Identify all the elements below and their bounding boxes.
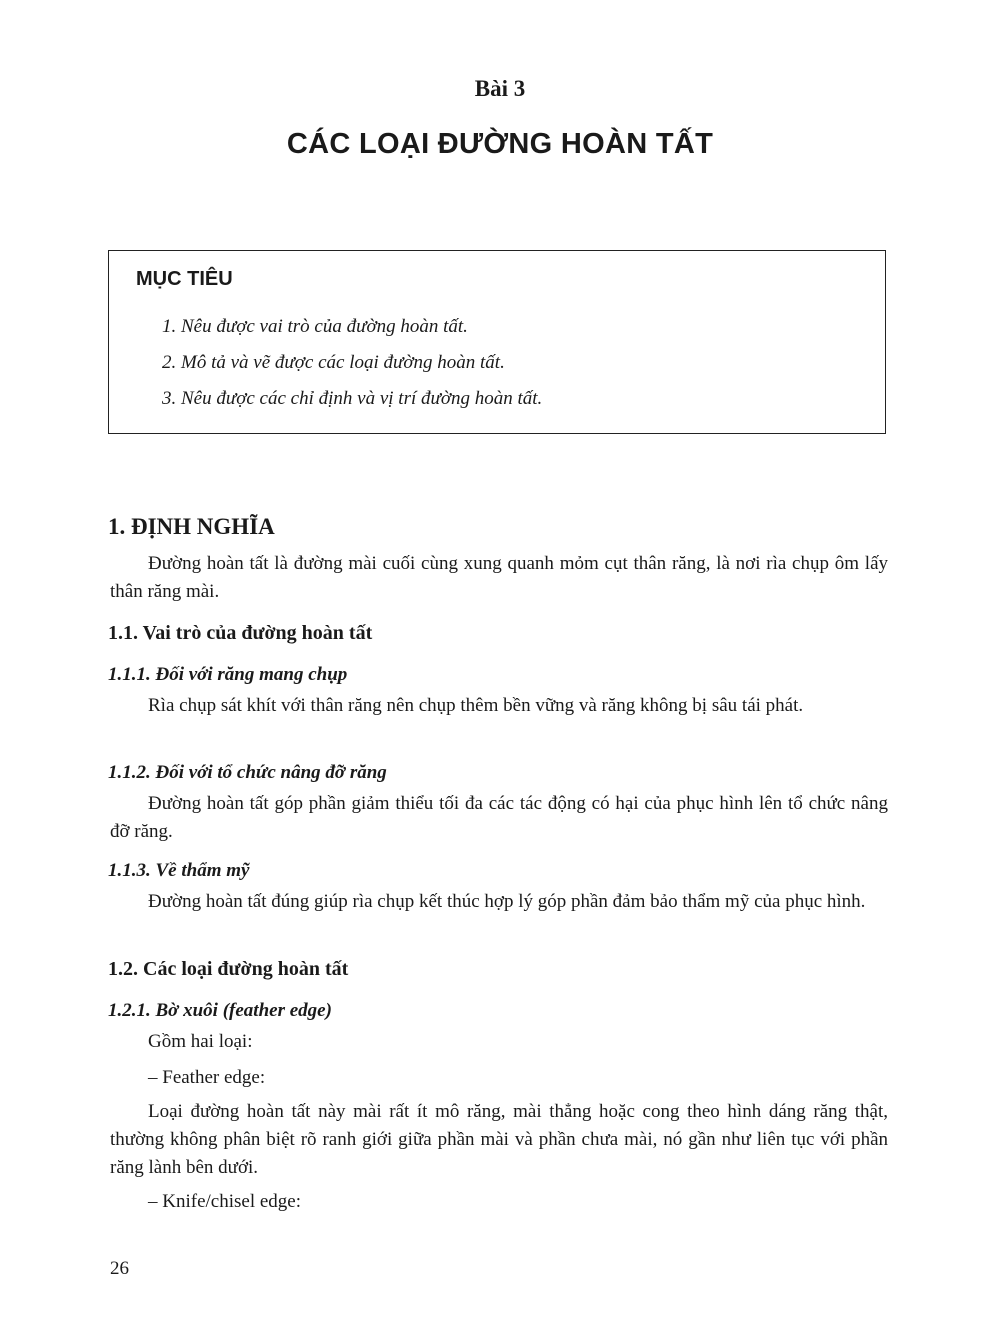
- section-heading-types: 1.2. Các loại đường hoàn tất: [108, 958, 349, 980]
- list-item-feather: – Feather edge:: [148, 1067, 266, 1088]
- chapter-title: CÁC LOẠI ĐƯỜNG HOÀN TẤT: [286, 128, 714, 160]
- page-number: 26: [110, 1258, 129, 1279]
- objectives-heading: MỤC TIÊU: [136, 268, 233, 290]
- paragraph-aesthetics: Đường hoàn tất đúng giúp rìa chụp kết thúc hợp lý góp phần đảm bảo thẩm mỹ của phục hình.: [148, 891, 866, 912]
- subsection-heading-feather: 1.2.1. Bờ xuôi (feather edge): [108, 1000, 332, 1021]
- subsection-heading-support: 1.1.2. Đối với tổ chức nâng đỡ răng: [108, 762, 387, 783]
- subsection-heading-aesthetics: 1.1.3. Về thẩm mỹ: [108, 860, 250, 881]
- types-intro: Gồm hai loại:: [148, 1031, 253, 1052]
- paragraph-feather: Loại đường hoàn tất này mài rất ít mô răng, mài thẳng hoặc cong theo hình dáng răng thật, thường không phân biệt rõ ranh giới giữa phần mài và phần chưa mài, nó gần như liên tục với phần răng lành bên dưới.: [110, 1101, 888, 1178]
- objective-item: 3. Nêu được các chỉ định và vị trí đường hoàn tất.: [162, 388, 543, 409]
- objective-item: 1. Nêu được vai trò của đường hoàn tất.: [162, 316, 468, 337]
- list-item-knife: – Knife/chisel edge:: [148, 1191, 302, 1212]
- subsection-heading-tooth: 1.1.1. Đối với răng mang chụp: [108, 664, 348, 685]
- paragraph-support: Đường hoàn tất góp phần giảm thiểu tối đa các tác động có hại của phục hình lên tổ chức nâng đỡ răng.: [110, 793, 888, 842]
- paragraph-tooth: Rìa chụp sát khít với thân răng nên chụp thêm bền vững và răng không bị sâu tái phát.: [148, 695, 804, 716]
- definition-paragraph: Đường hoàn tất là đường mài cuối cùng xung quanh mỏm cụt thân răng, là nơi rìa chụp ôm lấy thân răng mài.: [110, 553, 888, 602]
- section-heading-definition: 1. ĐỊNH NGHĨA: [108, 514, 275, 539]
- lesson-number: Bài 3: [474, 76, 526, 101]
- objective-item: 2. Mô tả và vẽ được các loại đường hoàn tất.: [162, 352, 505, 373]
- section-heading-role: 1.1. Vai trò của đường hoàn tất: [108, 622, 373, 644]
